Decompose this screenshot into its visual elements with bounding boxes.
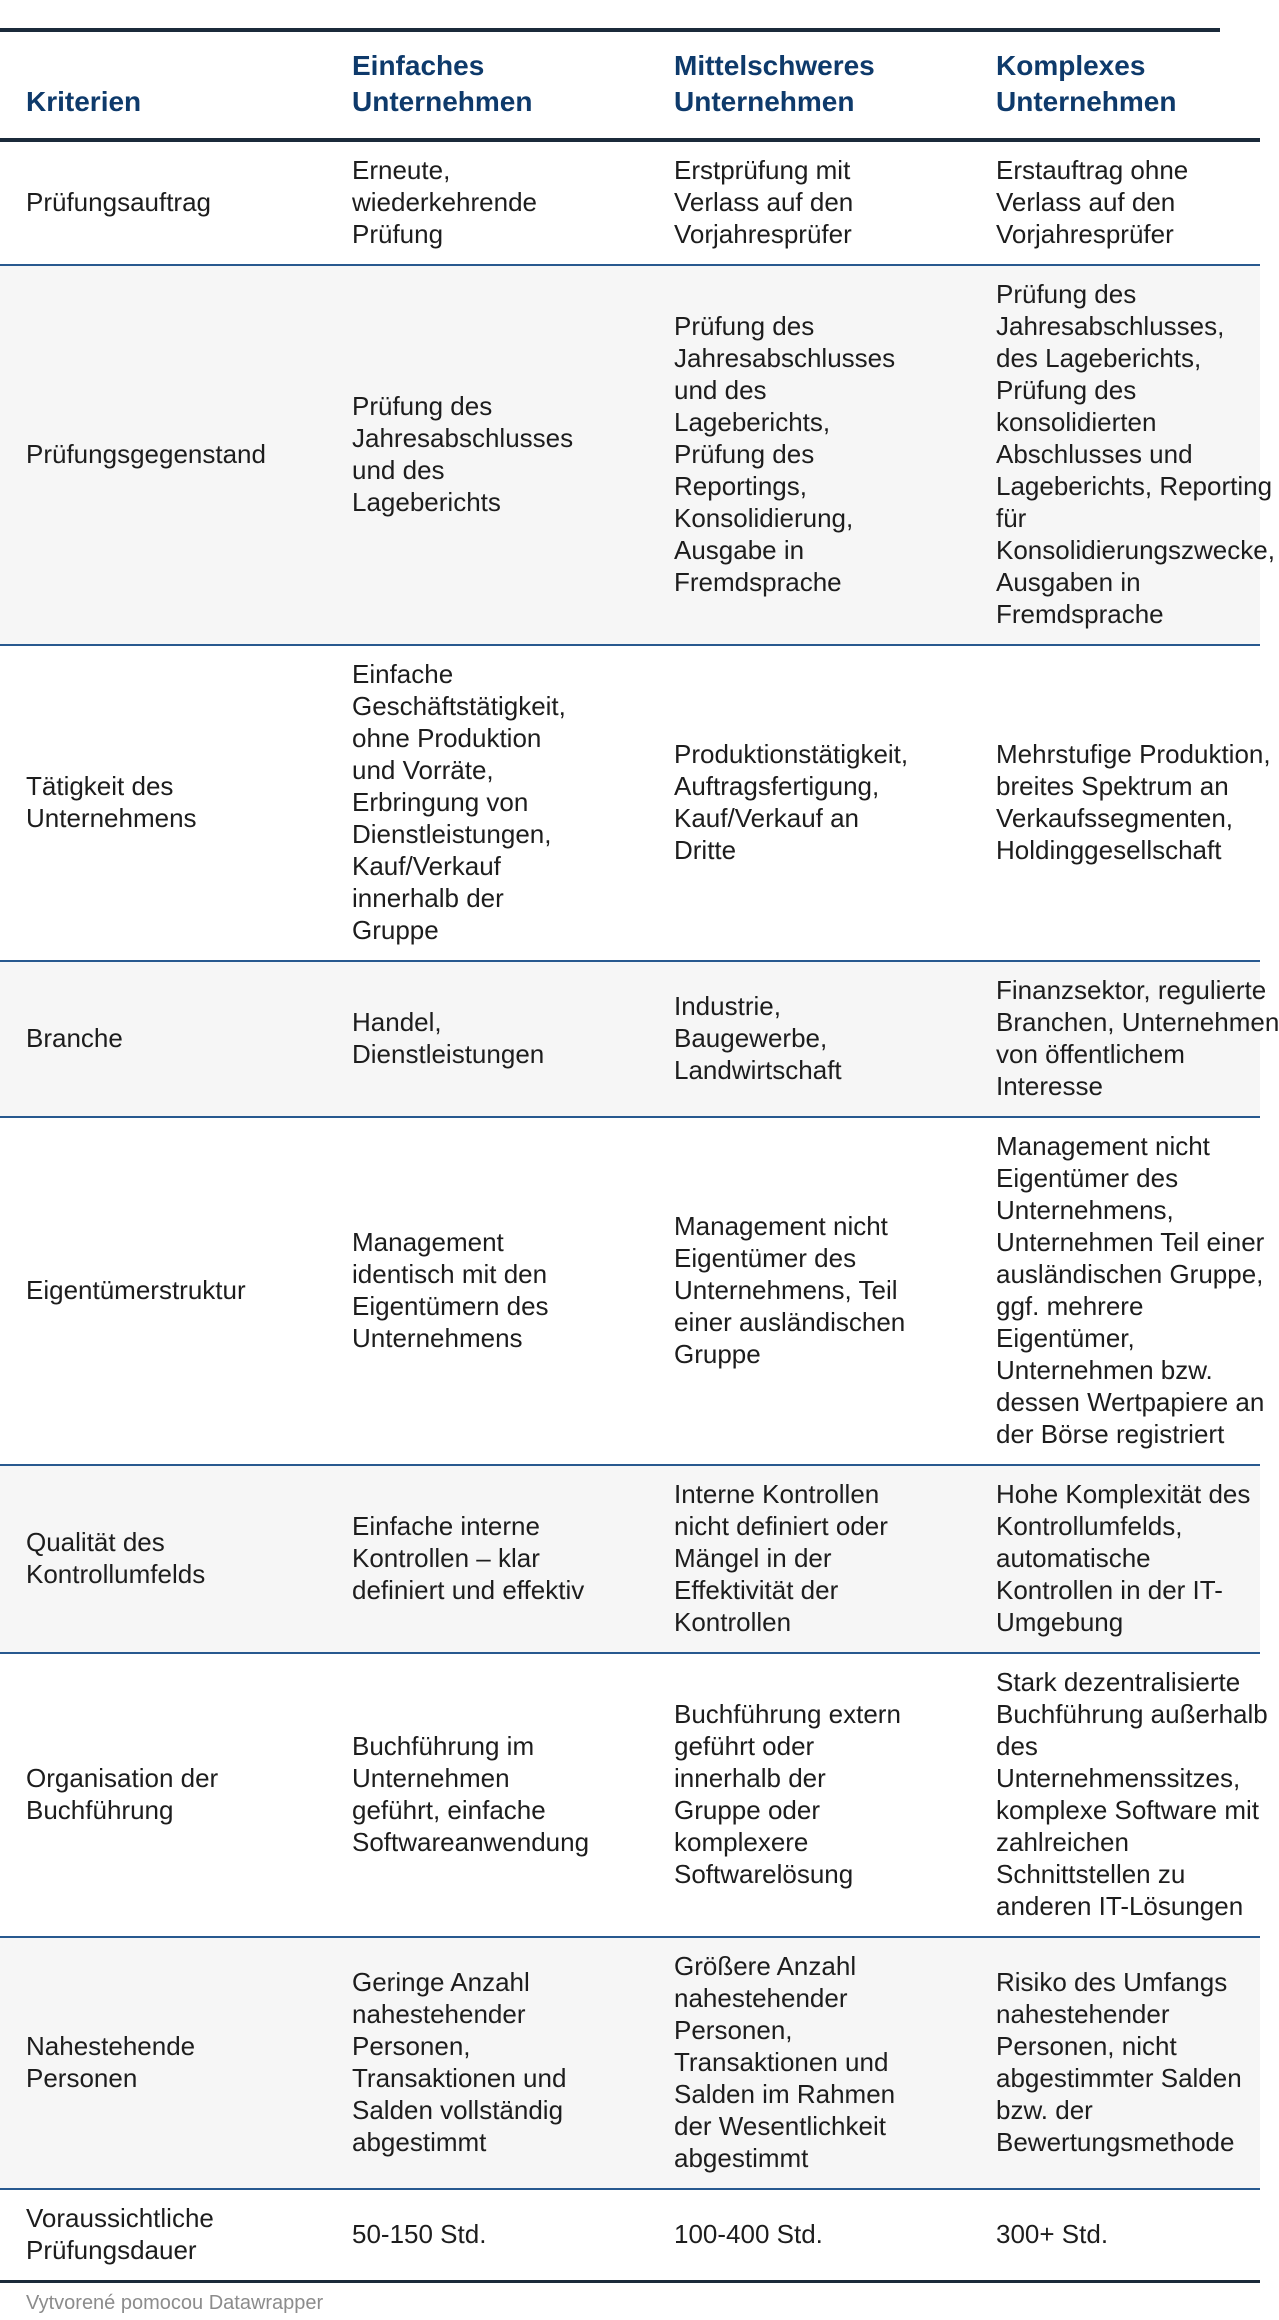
cell-medium: Erstprüfung mit Verlass auf den Vorjahresprüfer [648, 140, 970, 265]
header-criteria: Kriterien [0, 32, 326, 140]
criteria-table [0, 32, 1279, 2283]
cell-medium: Produktionstätigkeit, Auftragsfertigung, Kauf/Verkauf an Dritte [648, 645, 970, 961]
cell-simple: 50-150 Std. [326, 2189, 648, 2282]
header-simple-company: Einfaches Unternehmen [326, 32, 648, 140]
cell-complex: Management nicht Eigentümer des Unternehmens, Unternehmen Teil einer ausländischen Gruppe, ggf. mehrere Eigentümer, Unternehmen bzw. dessen Wertpapiere an der Börse registriert [970, 1117, 1260, 1465]
header-medium-company: Mittelschweres Unternehmen [648, 32, 970, 140]
row-label: Qualität des Kontrollumfelds [0, 1465, 326, 1653]
cell-simple: Geringe Anzahl nahestehender Personen, Transaktionen und Salden vollständig abgestimmt [326, 1937, 648, 2189]
cell-complex: 300+ Std. [970, 2189, 1260, 2282]
cell-complex: Erstauftrag ohne Verlass auf den Vorjahresprüfer [970, 140, 1260, 265]
cell-simple: Einfache Geschäftstätigkeit, ohne Produktion und Vorräte, Erbringung von Dienstleistungen, Kauf/Verkauf innerhalb der Gruppe [326, 645, 648, 961]
table-row [0, 961, 1260, 1117]
table-row [0, 1653, 1260, 1937]
cell-medium: Management nicht Eigentümer des Unternehmens, Teil einer ausländischen Gruppe [648, 1117, 970, 1465]
table-row [0, 140, 1260, 265]
row-label: Eigentümerstruktur [0, 1117, 326, 1465]
row-label: Prüfungsauftrag [0, 140, 326, 265]
cell-complex: Risiko des Umfangs nahestehender Personen, nicht abgestimmter Salden bzw. der Bewertungsmethode [970, 1937, 1260, 2189]
table-row [0, 645, 1260, 961]
cell-medium: Größere Anzahl nahestehender Personen, Transaktionen und Salden im Rahmen der Wesentlichkeit abgestimmt [648, 1937, 970, 2189]
cell-complex: Stark dezentralisierte Buchführung außerhalb des Unternehmenssitzes, komplexe Software mit zahlreichen Schnittstellen zu anderen IT-Lösungen [970, 1653, 1260, 1937]
cell-complex: Hohe Komplexität des Kontrollumfelds, automatische Kontrollen in der IT- Umgebung [970, 1465, 1260, 1653]
table-row [0, 1937, 1260, 2189]
cell-simple: Buchführung im Unternehmen geführt, einfache Softwareanwendung [326, 1653, 648, 1937]
row-label: Voraussichtliche Prüfungsdauer [0, 2189, 326, 2282]
row-label: Nahestehende Personen [0, 1937, 326, 2189]
header-complex-company: Komplexes Unternehmen [970, 32, 1260, 140]
table-row [0, 1465, 1260, 1653]
row-label: Tätigkeit des Unternehmens [0, 645, 326, 961]
row-label: Organisation der Buchführung [0, 1653, 326, 1937]
cell-simple: Handel, Dienstleistungen [326, 961, 648, 1117]
cell-medium: Interne Kontrollen nicht definiert oder Mängel in der Effektivität der Kontrollen [648, 1465, 970, 1653]
header-row [0, 32, 1260, 140]
cell-simple: Erneute, wiederkehrende Prüfung [326, 140, 648, 265]
table-row [0, 1117, 1260, 1465]
cell-medium: 100-400 Std. [648, 2189, 970, 2282]
cell-complex: Mehrstufige Produktion, breites Spektrum an Verkaufssegmenten, Holdinggesellschaft [970, 645, 1260, 961]
cell-medium: Industrie, Baugewerbe, Landwirtschaft [648, 961, 970, 1117]
cell-medium: Buchführung extern geführt oder innerhalb der Gruppe oder komplexere Softwarelösung [648, 1653, 970, 1937]
datawrapper-credit[interactable]: Vytvorené pomocou Datawrapper [26, 2292, 324, 2314]
cell-simple: Management identisch mit den Eigentümern des Unternehmens [326, 1117, 648, 1465]
table-row [0, 2189, 1260, 2282]
cell-simple: Einfache interne Kontrollen – klar definiert und effektiv [326, 1465, 648, 1653]
cell-medium: Prüfung des Jahresabschlusses und des Lageberichts, Prüfung des Reportings, Konsolidierung, Ausgabe in Fremdsprache [648, 265, 970, 645]
cell-complex: Finanzsektor, regulierte Branchen, Unternehmen von öffentlichem Interesse [970, 961, 1260, 1117]
table-row [0, 265, 1260, 645]
cell-simple: Prüfung des Jahresabschlusses und des Lageberichts [326, 265, 648, 645]
cell-complex: Prüfung des Jahresabschlusses, des Lageberichts, Prüfung des konsolidierten Abschlusses und Lageberichts, Reporting für Konsolidierungszwecke, Ausgaben in Fremdsprache [970, 265, 1260, 645]
row-label: Prüfungsgegenstand [0, 265, 326, 645]
row-label: Branche [0, 961, 326, 1117]
